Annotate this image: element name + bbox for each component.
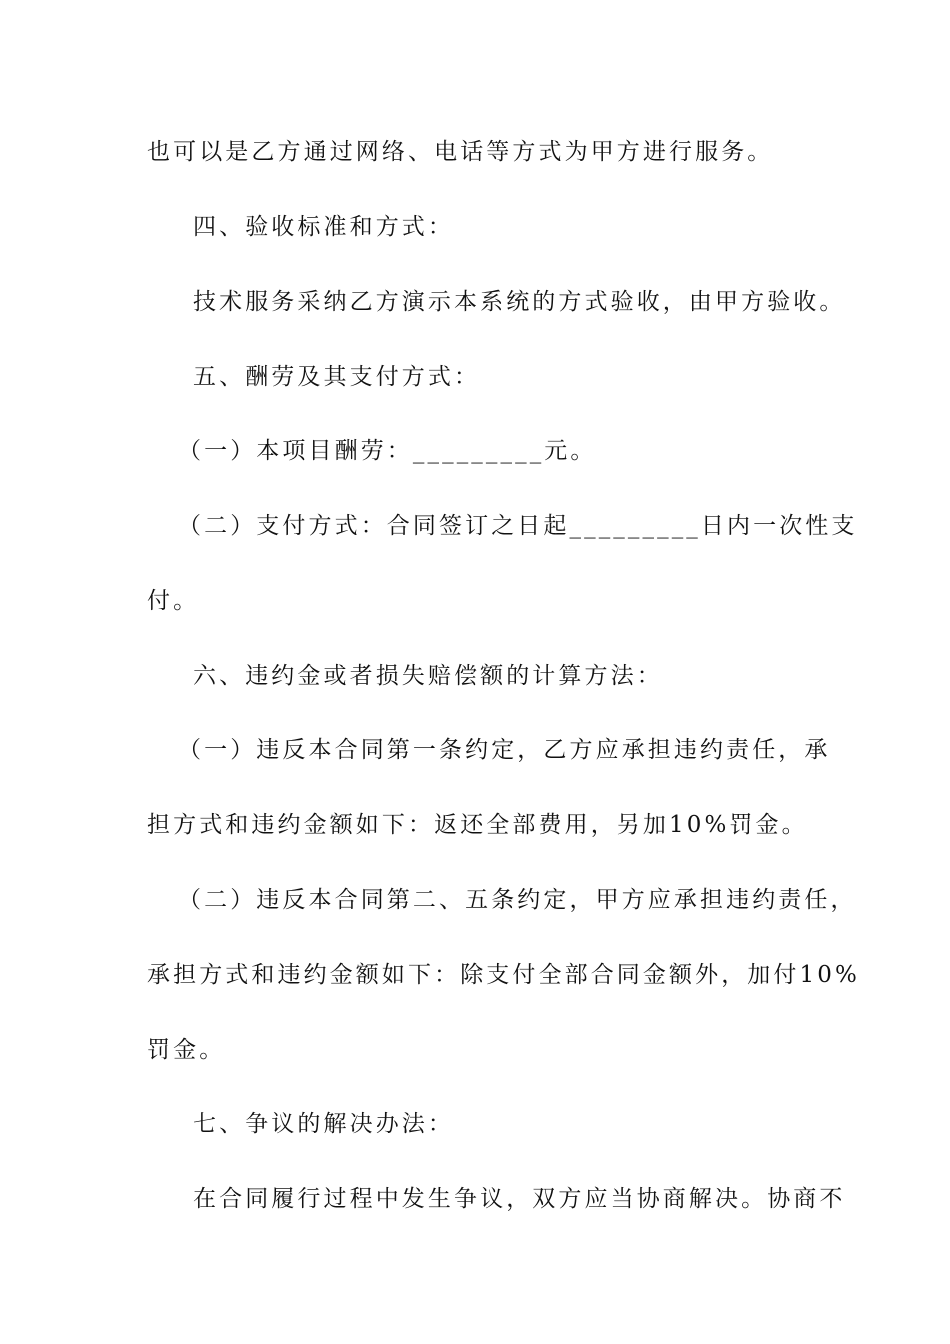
paragraph-line: 技术服务采纳乙方演示本系统的方式验收，由甲方验收。 <box>193 289 846 315</box>
clause-line: （二）支付方式：合同签订之日起_________日内一次性支 <box>178 513 858 539</box>
section-heading: 五、酬劳及其支付方式： <box>193 364 481 390</box>
paragraph-line: 付。 <box>147 588 200 614</box>
paragraph-line: 也可以是乙方通过网络、电话等方式为甲方进行服务。 <box>147 139 774 165</box>
clause-line: （二）违反本合同第二、五条约定，甲方应承担违约责任， <box>178 887 857 913</box>
section-heading: 七、争议的解决办法： <box>193 1111 454 1137</box>
clause-line: （一）违反本合同第一条约定，乙方应承担违约责任，承 <box>178 737 831 763</box>
clause-line: （一）本项目酬劳：_________元。 <box>178 438 597 464</box>
section-heading: 六、违约金或者损失赔偿额的计算方法： <box>193 663 663 689</box>
paragraph-line: 在合同履行过程中发生争议，双方应当协商解决。协商不 <box>193 1186 846 1212</box>
paragraph-line: 担方式和违约金额如下：返还全部费用，另加10%罚金。 <box>147 812 808 838</box>
paragraph-line: 承担方式和违约金额如下：除支付全部合同金额外，加付10% <box>147 962 860 988</box>
section-heading: 四、验收标准和方式： <box>193 214 454 240</box>
paragraph-line: 罚金。 <box>147 1037 226 1063</box>
